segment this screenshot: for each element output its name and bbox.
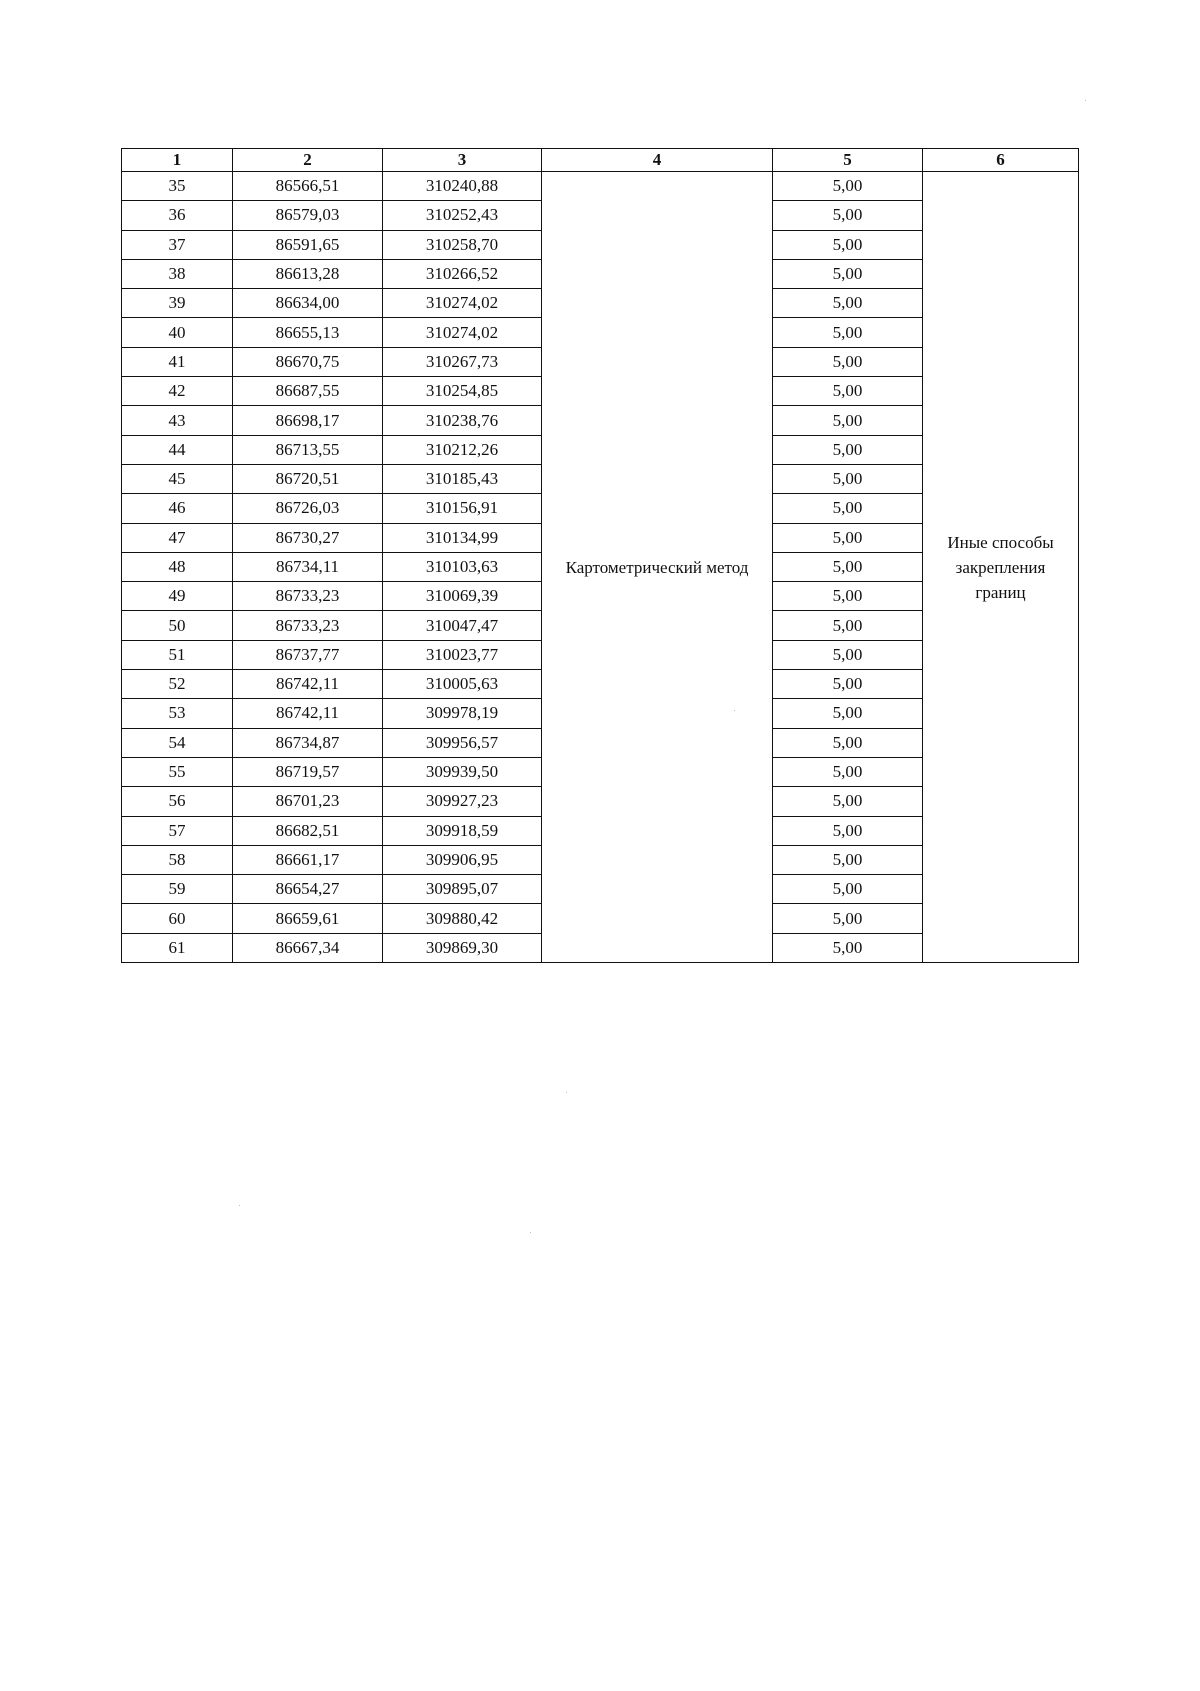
y-coordinate-cell: 310023,77 xyxy=(383,640,542,669)
point-number-cell: 42 xyxy=(122,377,233,406)
point-number-cell: 36 xyxy=(122,201,233,230)
y-coordinate-cell: 310266,52 xyxy=(383,259,542,288)
fixing-method-cell: Иные способы закрепления границ xyxy=(923,172,1079,963)
accuracy-cell: 5,00 xyxy=(773,875,923,904)
scan-speck xyxy=(239,1205,240,1206)
accuracy-cell: 5,00 xyxy=(773,201,923,230)
y-coordinate-cell: 309869,30 xyxy=(383,933,542,962)
point-number-cell: 55 xyxy=(122,757,233,786)
x-coordinate-cell: 86566,51 xyxy=(233,172,383,201)
accuracy-cell: 5,00 xyxy=(773,757,923,786)
method-cell: Картометрический метод xyxy=(542,172,773,963)
x-coordinate-cell: 86726,03 xyxy=(233,494,383,523)
x-coordinate-cell: 86655,13 xyxy=(233,318,383,347)
y-coordinate-cell: 310047,47 xyxy=(383,611,542,640)
accuracy-cell: 5,00 xyxy=(773,289,923,318)
header-col-6: 6 xyxy=(923,149,1079,172)
point-number-cell: 53 xyxy=(122,699,233,728)
y-coordinate-cell: 310005,63 xyxy=(383,670,542,699)
point-number-cell: 59 xyxy=(122,875,233,904)
y-coordinate-cell: 310252,43 xyxy=(383,201,542,230)
accuracy-cell: 5,00 xyxy=(773,377,923,406)
x-coordinate-cell: 86742,11 xyxy=(233,670,383,699)
accuracy-cell: 5,00 xyxy=(773,816,923,845)
scan-speck xyxy=(566,1092,567,1093)
coordinates-table xyxy=(121,148,1079,963)
y-coordinate-cell: 310240,88 xyxy=(383,172,542,201)
x-coordinate-cell: 86591,65 xyxy=(233,230,383,259)
x-coordinate-cell: 86734,87 xyxy=(233,728,383,757)
y-coordinate-cell: 310212,26 xyxy=(383,435,542,464)
header-col-1: 1 xyxy=(122,149,233,172)
x-coordinate-cell: 86698,17 xyxy=(233,406,383,435)
point-number-cell: 41 xyxy=(122,347,233,376)
point-number-cell: 60 xyxy=(122,904,233,933)
x-coordinate-cell: 86733,23 xyxy=(233,582,383,611)
point-number-cell: 47 xyxy=(122,523,233,552)
accuracy-cell: 5,00 xyxy=(773,494,923,523)
point-number-cell: 50 xyxy=(122,611,233,640)
x-coordinate-cell: 86661,17 xyxy=(233,845,383,874)
point-number-cell: 48 xyxy=(122,552,233,581)
accuracy-cell: 5,00 xyxy=(773,406,923,435)
x-coordinate-cell: 86742,11 xyxy=(233,699,383,728)
accuracy-cell: 5,00 xyxy=(773,904,923,933)
y-coordinate-cell: 309918,59 xyxy=(383,816,542,845)
y-coordinate-cell: 309956,57 xyxy=(383,728,542,757)
accuracy-cell: 5,00 xyxy=(773,845,923,874)
point-number-cell: 43 xyxy=(122,406,233,435)
accuracy-cell: 5,00 xyxy=(773,464,923,493)
accuracy-cell: 5,00 xyxy=(773,172,923,201)
y-coordinate-cell: 310238,76 xyxy=(383,406,542,435)
accuracy-cell: 5,00 xyxy=(773,347,923,376)
accuracy-cell: 5,00 xyxy=(773,582,923,611)
x-coordinate-cell: 86719,57 xyxy=(233,757,383,786)
y-coordinate-cell: 310069,39 xyxy=(383,582,542,611)
y-coordinate-cell: 309895,07 xyxy=(383,875,542,904)
accuracy-cell: 5,00 xyxy=(773,640,923,669)
accuracy-cell: 5,00 xyxy=(773,728,923,757)
x-coordinate-cell: 86733,23 xyxy=(233,611,383,640)
x-coordinate-cell: 86713,55 xyxy=(233,435,383,464)
point-number-cell: 44 xyxy=(122,435,233,464)
y-coordinate-cell: 309939,50 xyxy=(383,757,542,786)
y-coordinate-cell: 309978,19 xyxy=(383,699,542,728)
accuracy-cell: 5,00 xyxy=(773,699,923,728)
table-row xyxy=(122,172,1079,201)
accuracy-cell: 5,00 xyxy=(773,318,923,347)
header-row xyxy=(122,149,1079,172)
y-coordinate-cell: 310258,70 xyxy=(383,230,542,259)
y-coordinate-cell: 310267,73 xyxy=(383,347,542,376)
scan-speck xyxy=(530,1232,531,1233)
accuracy-cell: 5,00 xyxy=(773,933,923,962)
scan-speck xyxy=(1085,100,1086,101)
table-header xyxy=(122,149,1079,172)
header-col-5: 5 xyxy=(773,149,923,172)
x-coordinate-cell: 86579,03 xyxy=(233,201,383,230)
x-coordinate-cell: 86659,61 xyxy=(233,904,383,933)
accuracy-cell: 5,00 xyxy=(773,611,923,640)
header-col-2: 2 xyxy=(233,149,383,172)
y-coordinate-cell: 310103,63 xyxy=(383,552,542,581)
point-number-cell: 49 xyxy=(122,582,233,611)
x-coordinate-cell: 86730,27 xyxy=(233,523,383,552)
accuracy-cell: 5,00 xyxy=(773,259,923,288)
x-coordinate-cell: 86634,00 xyxy=(233,289,383,318)
x-coordinate-cell: 86654,27 xyxy=(233,875,383,904)
point-number-cell: 38 xyxy=(122,259,233,288)
x-coordinate-cell: 86682,51 xyxy=(233,816,383,845)
y-coordinate-cell: 310156,91 xyxy=(383,494,542,523)
point-number-cell: 58 xyxy=(122,845,233,874)
point-number-cell: 45 xyxy=(122,464,233,493)
y-coordinate-cell: 310254,85 xyxy=(383,377,542,406)
y-coordinate-cell: 310185,43 xyxy=(383,464,542,493)
x-coordinate-cell: 86720,51 xyxy=(233,464,383,493)
point-number-cell: 39 xyxy=(122,289,233,318)
accuracy-cell: 5,00 xyxy=(773,523,923,552)
point-number-cell: 51 xyxy=(122,640,233,669)
point-number-cell: 56 xyxy=(122,787,233,816)
y-coordinate-cell: 310134,99 xyxy=(383,523,542,552)
point-number-cell: 61 xyxy=(122,933,233,962)
y-coordinate-cell: 310274,02 xyxy=(383,289,542,318)
point-number-cell: 46 xyxy=(122,494,233,523)
x-coordinate-cell: 86667,34 xyxy=(233,933,383,962)
table-body xyxy=(122,172,1079,963)
y-coordinate-cell: 309906,95 xyxy=(383,845,542,874)
point-number-cell: 35 xyxy=(122,172,233,201)
x-coordinate-cell: 86737,77 xyxy=(233,640,383,669)
point-number-cell: 37 xyxy=(122,230,233,259)
point-number-cell: 57 xyxy=(122,816,233,845)
x-coordinate-cell: 86687,55 xyxy=(233,377,383,406)
point-number-cell: 54 xyxy=(122,728,233,757)
y-coordinate-cell: 309927,23 xyxy=(383,787,542,816)
accuracy-cell: 5,00 xyxy=(773,787,923,816)
x-coordinate-cell: 86734,11 xyxy=(233,552,383,581)
point-number-cell: 52 xyxy=(122,670,233,699)
x-coordinate-cell: 86670,75 xyxy=(233,347,383,376)
header-col-4: 4 xyxy=(542,149,773,172)
x-coordinate-cell: 86613,28 xyxy=(233,259,383,288)
point-number-cell: 40 xyxy=(122,318,233,347)
y-coordinate-cell: 309880,42 xyxy=(383,904,542,933)
accuracy-cell: 5,00 xyxy=(773,552,923,581)
header-col-3: 3 xyxy=(383,149,542,172)
y-coordinate-cell: 310274,02 xyxy=(383,318,542,347)
scan-speck xyxy=(734,710,735,711)
accuracy-cell: 5,00 xyxy=(773,670,923,699)
x-coordinate-cell: 86701,23 xyxy=(233,787,383,816)
accuracy-cell: 5,00 xyxy=(773,435,923,464)
accuracy-cell: 5,00 xyxy=(773,230,923,259)
